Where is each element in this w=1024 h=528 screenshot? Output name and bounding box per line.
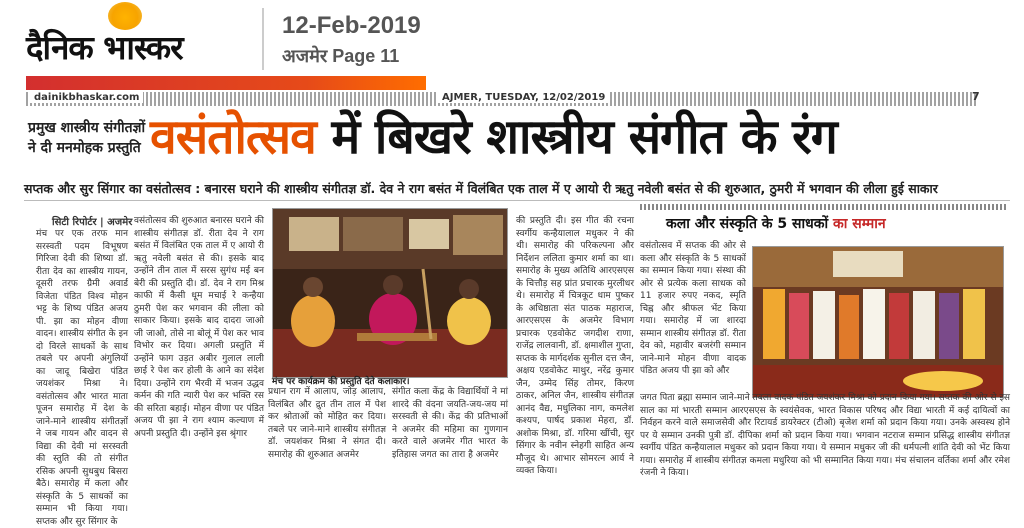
box-top-rule (640, 204, 1008, 210)
masthead-divider (262, 8, 264, 70)
headline (150, 106, 837, 168)
article-column-5: की प्रस्तुति दी। इस गीत की रचना स्वर्गीय कन्हैयालाल मधुकर ने की थी। समारोह की परिकल्पना और निर्देशन ललिता कुमार शर्मा का था। समारोह के मुख्य अतिथि आरएसएस के चित्तौड़ सह प्रांत प्रचारक मुरलीधर थे। समारोह में चित्रकूट धाम पुष्कर के अधिष्ठाता संत पाठक महाराज, आरएसएस के अजमेर विभाग प्रचारक एडवोकेट जगदीश राणा, राजेंद्र लालवानी, डॉ. क्षमाशील गुप्ता, सप्तक के मार्गदर्शक सुनील दत्त जैन, अक्षय एडवोकेट माथुर, नरेंद्र कुमार जैन, उम्मेद सिंह तोमर, किरण ठाकर, अनिल जैन, शास्त्रीय संगीतज्ञ आनंद वैद्य, मधुलिका नाग, कमलेश कश्यप, पार्षद प्रकाश मेहरा, डॉ. अशोक मिश्रा, डॉ. गरिमा खींची, सुर सिंगार के नवीन स्नेहगी साहित अन्य मौजूद थे। आभार सोमरत्न आर्य ने व्यक्त किया। (516, 216, 634, 476)
headline-rest: में बिखरे शास्त्रीय संगीत के रंग (315, 109, 837, 165)
edition-page: अजमेर Page 11 (282, 46, 400, 66)
concert-photo (272, 208, 508, 378)
page-number: 7 (972, 90, 980, 103)
byline: सिटी रिपोर्टर | अजमेर (52, 217, 133, 228)
dateline: AJMER, TUESDAY, 12/02/2019 (438, 92, 609, 103)
masthead-red-bar (26, 76, 426, 90)
box-column-bottom: जगत पिता ब्रह्मा सम्मान जाने-माने तबला वादक पंडित जयशंकर मिश्रा को प्रदान किया गया। सप्तक की ओर से इस साल का मां भारती सम्मान आरएसएस के स्वयंसेवक, भारत विकास परिषद और विद्या भारती में कई दायित्वों का निर्वहन करने वाले समाजसेवी और रिटायर्ड डायरेक्टर (टीओ) बृजेश शर्मा को प्रदान किया गया। उनके अस्वस्थ होने पर ये सम्मान उनकी पुत्री डॉ. दीपिका शर्मा को प्रदान किया गया। भगवान नटराज सम्मान प्रसिद्ध शास्त्रीय संगीतज्ञ स्वर्गीय पंडित कन्हैयालाल मधुकर को प्रदान किया गया। ये सम्मान मधुकर जी की धर्मपत्नी शांति देवी को भेंट किया गया। समारोह में शास्त्रीय संगीतज्ञ कमला मधुरिया को भी सम्मानित किया गया। मंच संचालन वर्तिका शर्मा और रमेश रंजनी ने किया। (640, 393, 1010, 478)
box-title (666, 214, 886, 233)
newspaper-brand: दैनिक भास्कर (26, 28, 183, 67)
headline-highlight: वसंतोत्सव (150, 109, 316, 165)
award-photo-illustration (753, 247, 1003, 397)
subheadline: सप्तक और सुर सिंगार का वसंतोत्सव : बनारस घराने की शास्त्रीय संगीतज्ञ डॉ. देव ने राग बसंत में विलंबित एक ताल में ए आयो री ऋतु नवेली बसंत से की शुरुआत, ठुमरी में भगवान की लीला हुई साकार (24, 181, 938, 196)
article-column-1: मंच पर एक तरफ मान सरस्वती पदम विभूषण गिरिजा देवी की शिष्या डॉ. रीता देव का शास्त्रीय गायन, दूसरी तरफ ग्रैमी अवार्ड विजेता पंडित विश्व मोहन भट्ट के शिष्य पंडित अजय पी. झा का मोहन वीणा वादन। शास्त्रीय संगीत के इन दो विरले साधकों के साथ तबले पर अपनी अंगुलियों का जादू बिखेरा पंडित जयशंकर मिश्रा ने। वसंतोत्सव और भारत माता पूजन समारोह में देश के जाने-माने शास्त्रीय संगीतज्ञों ने जब गायन और वादन से विद्या की देवी मां सरस्वती की स्तुति की तो संगीत रसिक अपनी सुधबुध बिसरा बैठे। समारोह में कला और संस्कृति के 5 साधकों का सम्मान भी किया गया। सप्तक और सुर सिंगार के (36, 229, 128, 527)
article-column-4: संगीत कला केंद्र के विद्यार्थियों ने मां शारदे की वंदना जयति-जय-जय मां सरस्वती से की। केंद्र की प्रतिभाओं ने अजमेर की महिमा का गुणगान करते वाले अजमेर गीत भारत के इतिहास जगत का तारा है अजमेर (392, 387, 508, 460)
article-column-2: वसंतोत्सव की शुरुआत बनारस घराने की शास्त्रीय संगीतज्ञ डॉ. रीता देव ने राग बसंत में विलंबित एक ताल में ए आयो री ऋतु नवेली बसंत से की। इसके बाद उन्होंने तीन ताल में सरस सुगंध मई बन बेरी की प्रस्तुति दी। डॉ. देव ने राग मिश्र काफी में कैसी धूम मचाई रे कन्हैया ठुमरी पेश कर भगवान की लीला को साकार किया। इसके बाद दादरा जाओ जी जाओ, तोसे ना बोलूं में पेश कर भाव विभोर कर दिया। अगली प्रस्तुति में उन्होंने फाग उड़त अबीर गुलाल लाली छाई रे पेश कर होली के आने का संदेश दिया। उन्होंने राग भैरवी में भजन उद्धव कर्मन की गति न्यारी पेश कर भक्ति रस की सरिता बहाई। मोहन वीणा पर पंडित अजय पी झा ने राग श्याम कल्याण में अपनी प्रस्तुति दी। उन्होंने इस श्रृंगार (134, 216, 264, 439)
edition-date: 12-Feb-2019 (282, 12, 421, 39)
concert-photo-illustration (273, 209, 507, 377)
box-title-main: कला और संस्कृति के 5 साधकों (666, 216, 834, 232)
divider-rule (24, 200, 1010, 201)
box-column-left: वसंतोत्सव में सप्तक की ओर से कला और संस्कृति के 5 साधकों का सम्मान किया गया। संस्था की ओर से प्रत्येक कला साधक को 11 हजार रुपए नकद, स्मृति चिह्न और श्रीफल भेंट किया गया। समारोह में जा शारदा सम्मान शास्त्रीय संगीतज्ञ डॉ. रीता देव को, महावीर बजरंगी सम्मान जाने-माने मोहन वीणा वादक पंडित अजय पी झा को और (640, 241, 746, 376)
box-title-highlight: का सम्मान (833, 216, 886, 232)
kicker: प्रमुख शास्त्रीय संगीतज्ञों ने दी मनमोहक प्रस्तुति (28, 120, 146, 156)
website-label: dainikbhaskar.com (30, 92, 143, 103)
article-column-3: प्रधान राग में आलाप, जोड़ आलाप, विलंबित और द्रुत तीन ताल में पेश कर श्रोताओं को मोहित कर दिया। तबले पर जाने-माने शास्त्रीय संगीतज्ञ डॉ. जयशंकर मिश्रा ने संगत दी। समारोह की शुरुआत अजमेर (268, 387, 386, 460)
award-ceremony-photo (752, 246, 1004, 398)
concert-photo-caption: मंच पर कार्यक्रम की प्रस्तुति देते कलाकार। (272, 377, 410, 387)
